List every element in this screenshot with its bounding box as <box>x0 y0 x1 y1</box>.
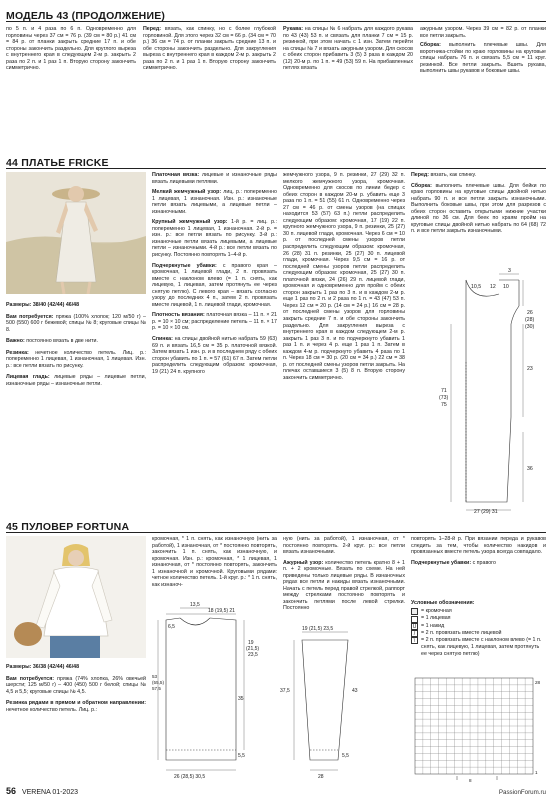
s45-lace-text: количество петель кратно 8 + 1 п. + 2 кромочные. Вязать по схеме. На ней приведены только лицевые ряды. В изнаночных рядах все петли и накиды вязать изнаночными. Начать с петель перед правой стрелкой, раппорт между стрелками постоянно повторять и закончить петлями после левой стрелки. Постоянно <box>283 559 405 612</box>
legend-item: = 1 лицевая <box>411 615 546 622</box>
s43-col2 <box>143 26 276 72</box>
dress-label-36: 36 <box>527 466 533 472</box>
s45-materials-text: пряжа (74% хлопка, 26% овечьей шерсти; 125 м/50 г) – 400 (450) 500 г белой; спицы № 4,5 и 5,5; круговые спицы № 4,5. <box>6 675 146 695</box>
sleeve-label-top: 19 (21,5) 23,5 <box>302 626 334 632</box>
dress-label-23: 23 <box>527 366 533 372</box>
site-watermark: PassionForum.ru <box>498 789 546 796</box>
s44-important-label: Важно: <box>6 338 25 345</box>
pullover-label-57-5: 57,5 <box>152 686 161 691</box>
s44-important-text: постоянно вязать в две нити. <box>24 338 98 345</box>
k2tog-symbol-icon: / <box>411 630 418 637</box>
legend-item: U = 1 накид <box>412 622 445 630</box>
legend-item: = кромочная <box>411 608 546 615</box>
dress-label-71: 71 <box>441 388 447 394</box>
pullover-photo <box>6 536 146 658</box>
s43-front-label: Перед: <box>143 26 162 32</box>
chart-row-1: 1 <box>535 770 538 775</box>
s45-col1 <box>6 664 146 713</box>
pullover-label-23-5: 23,5 <box>248 652 258 658</box>
s43-col1 <box>6 26 136 72</box>
pullover-label-19: 19 <box>248 640 254 646</box>
s45-rib-cont: кромочная, * 1 п. снять, как изнаночную (нить за работой), 1 изнаночная, от * постоянно повторять, закончить 1 п. снять, как изнаночную, и кромочная. Изн. р.: кромочная, * 1 лицевая, 1 изнаночная, от * постоянно повторять, закончить 1 изнаночной и кромочной. Круговыми рядами: четное количество петель. 1-й круг. р.: * 1 п. снять, как изнаноч- <box>152 536 277 588</box>
s44-back-cont: жемчужного узора, 9 п. резинки, 27 (29) 32 п. мелкого жемчужного узора, кромочная. Одновременно для скосов по линии бедер с обеих сторон в каждом 20-м р. убавить еще 3 раза по 1 п. = 51 (55) 61 п. Одновременно через 27 см = 46 р. от смены узоров (на спицах находится 53 (57) 63 п.) петли распределить следующим образом: кромочная, 17 (19) 22 п. крупного жемчужного узора, 9 п. резинки, 25 (27) 30 п. лицевой глади, кромочная. Через 6 см = 10 р. от последней смены узоров петли распределить следующим образом: кромочная, 26 (28) 31 п. резинки, 25 (27) 30 п. лицевой глади, кромочная. Через 9,5 см = 16 р. от последней смены узоров петли распределить следующим образом: кромочная, 25 (27) 30 п. платочной вязки, 24 (26) 29 п. лицевой глади, кромочная и одновременно для пройм с обеих сторон закрыть 1 раз по 3 п. и в каждом 2-м р. еще 1 раз по 2 п. и 2 раза по 1 п. = 43 (47) 53 п. Через 12 см = 20 р. (14 см = 24 р.) 16 см = 28 р. от последней смены узоров для горловины закрыть средние 7 п. и обе стороны закончить раздельно. Для закругления выреза с внутреннего края в каждом следующем 2-м р. закрыть 1 раз 3 п. и по подчеркнуто убавить 1 раз 1 п. и через 4 р. еще 1 раз 1 п. Затем в каждом 4-м р. подчеркнуто убавить 4 раза по 1 п. Через 18 см = 30 р. (20 см = 34 р.) 22 см = 38 р. от последней смены узоров петли закрыть. На плечах оставшиеся 3 (5) 8 п. Вторую сторону закончить симметрично. <box>283 172 405 381</box>
s43-sleeves-text: на спицы № 6 набрать для каждого рукава по 43 (43) 53 п. и связать для планки 7 см = 15 р. резинкой, при этом начать с 1 изн. Затем перейти на спицы № 7 и вязать ажурным узором. Для скосов с обеих сторон прибавить 3 (5) 3 раза в каждом 20 (12) 20-м р. по 1 п. = 49 (53) 59 п. На прибавленных петлях вязать <box>283 26 413 72</box>
pullover-label-neck: 13,5 <box>190 602 200 608</box>
s45-rib-label: Резинка рядами в прямом и обратном направлении: <box>6 700 146 707</box>
s44-moss-label: Крупный жемчужный узор: <box>152 219 228 226</box>
yarn-over-symbol-icon: U <box>412 623 417 630</box>
pullover-label-rib: 5,5 <box>238 753 245 759</box>
s44-stst-text: лицевые ряды – лицевые петли, изнаночные ряды – изнаночные петли. <box>6 374 147 387</box>
pullover-label-21-5: (21,5) <box>246 646 260 652</box>
dress-label-width: 27 (29) 31 <box>474 509 498 514</box>
dress-label-30: (30) <box>525 324 535 330</box>
s45-materials-label: Вам потребуется: <box>6 675 55 682</box>
pullover-label-55-5: (55,5) <box>152 680 165 685</box>
s43-back-text: по 5 п. и 4 раза по 6 п. Одновременно для горловины через 37 см = 76 р. (39 см = 80 р.) 41 см = 84 р. от планки закрыть средние 17 п. и обе стороны закончить раздельно. Для круглого выреза с внутреннего края в следующем 2-м р. закрыть 2 раза по 2 п. и 1 раз 1 п. Вторую сторону закончить симметрично. <box>6 26 136 72</box>
s45-col4 <box>411 536 546 566</box>
s43-sleeves-label: Рукава: <box>283 26 303 32</box>
s44-gauge-text: платочная вязка – 11 п. × 21 р. = 10 × 10 см; распределение петель – 11 п. × 17 р. = 10 × 10 см. <box>152 312 277 332</box>
s45-rib-round: ную (нить за работой), 1 изнаночная, от * постоянно повторять. 2-й круг. р.: все петли вязать изнаночными. <box>283 536 405 556</box>
legend-item: / = 2 п. провязать вместе лицевой <box>411 630 546 637</box>
dress-label-3: 3 <box>508 268 511 274</box>
s45-col2 <box>152 536 277 588</box>
chart-row-28: 28 <box>535 680 541 685</box>
legend-title: Условные обозначения: <box>411 600 475 606</box>
s44-sizes: Размеры: 38/40 (42/44) 46/48 <box>6 302 80 308</box>
s44-gauge-label: Плотность вязания: <box>152 312 205 319</box>
page-number: 56 <box>6 786 17 796</box>
s44-assembly-label: Сборка: <box>411 182 432 189</box>
pullover-label-35: 35 <box>238 696 244 702</box>
section-header-43 <box>6 6 546 22</box>
sleeve-label-rib: 5,5 <box>342 753 349 759</box>
dress-photo <box>6 172 146 294</box>
magazine-name: VERENA 01-2023 <box>21 789 79 796</box>
dress-label-28: (28) <box>525 317 535 323</box>
s44-front-text: вязать, как спинку. <box>429 172 477 178</box>
sleeve-label-37-5: 37,5 <box>280 688 290 694</box>
legend-item: \ = 2 п. провязать вместе с наклоном влево (= 1 п. снять, как лицевую, 1 лицевая, затем протянуть ее через снятую петлю) <box>411 637 546 659</box>
dress-label-12: 12 <box>490 284 496 290</box>
page-footer <box>6 786 78 796</box>
s44-dec-label: Подчеркнутые убавки: <box>152 262 217 269</box>
sleeve-label-43: 43 <box>352 688 358 694</box>
s44-garter-label: Платочная вязка: <box>152 172 200 178</box>
s44-stst-label: Лицевая гладь: <box>6 374 50 381</box>
dress-label-73: (73) <box>439 395 449 401</box>
s44-materials-label: Вам потребуется: <box>6 313 54 320</box>
pullover-label-width: 26 (28,5) 30,5 <box>174 774 206 780</box>
pullover-label-shoulder: 18 (19,5) 21 <box>208 608 235 614</box>
lace-chart <box>411 676 546 784</box>
section-header-44 <box>6 153 546 169</box>
dress-label-10-5: 10,5 <box>471 284 482 290</box>
pullover-label-53: 53 <box>152 674 158 679</box>
section-title: 44 ПЛАТЬЕ FRICKE <box>6 157 109 169</box>
s44-back-text: на спицы двойной нитью набрать 59 (63) 69 п. и вязать 16,5 см = 35 р. платочной вязкой. Затем вязать 1 изн. р. и в последнем ряду с обеих сторон убавить по 1 п. = 57 (61) 67 п. Затем петли распределить следующим образом: кромочная, 19 (21) 24 п. крупного <box>152 336 277 375</box>
section-header-45 <box>6 517 546 533</box>
pullover-schematic <box>152 600 405 780</box>
s43-col4a: ажурным узором. Через 39 см = 82 р. от планки все петли закрыть. <box>420 26 546 39</box>
s44-dec-text: с правого края – кромочная, 1 лицевой глади, 2 п. провязать вместе с наклоном влево (= 1 п. снять, как лицевую, 1 лицевая, затем протянуть ее через снятую петлю). С левого края – вязать согласно узору до последних 4 п., затем 2 п. провязать вместе лицевой, 1 п. лицевой глади, кромочная. <box>152 262 277 308</box>
s44-col3 <box>283 172 405 382</box>
s45-rib-text: нечетное количество петель. Лиц. р.: <box>6 706 98 713</box>
s44-rib-label: Резинка: <box>6 349 29 356</box>
s44-col2 <box>152 172 277 375</box>
section-title: 45 ПУЛОВЕР FORTUNA <box>6 521 130 533</box>
s43-assembly-label: Сборка: <box>420 42 441 49</box>
ssk-symbol-icon: \ <box>411 637 418 644</box>
chart-repeat-8: 8 <box>469 778 472 783</box>
s44-seed-label: Мелкий жемчужный узор: <box>152 189 222 196</box>
s45-lace-label: Ажурный узор: <box>283 559 324 566</box>
sleeve-label-28: 28 <box>318 774 324 780</box>
dress-schematic <box>411 262 546 514</box>
selvage-symbol-icon <box>411 608 418 615</box>
dress-label-10: 10 <box>503 284 509 290</box>
s43-front-text: вязать, как спинку, но с более глубокой горловиной. Для этого через 32 см = 66 р. (34 см = 70 р.) 36 см = 74 р. от планки закрыть средние 13 п. и обе стороны закончить раздельно. Для закругления выреза с внутреннего края в каждом 2-м р. закрыть 2 раза по 2 п. и 1 раз 1 п. Вторую сторону закончить симметрично. <box>143 26 276 72</box>
s44-moss-text: 1-й р. = лиц. р.: попеременно 1 лицевая, 1 изнаночная. 2-й р. = изн. р.: все петли вязать по рисунку. 3-й р.: изнаночные петли вязать лицевыми, а лицевые петли – изнаночными. 4-й р.: все петли вязать по рисунку. Постоянно повторять 1–4-й р. <box>152 219 277 259</box>
s43-col4 <box>420 26 546 75</box>
s43-col3 <box>283 26 413 72</box>
s43-assembly-text: выполнить плечевые швы. Для воротника-стойки по краю горловины на круговые спицы набрать 76 п. и связать 5,5 см = 11 круг. резинкой. Все петли закрыть. Вшить рукава, выполнить швы рукавов и боковые швы. <box>420 42 546 75</box>
s44-garter-text: лицевые и изнаночные ряды вязать лицевыми петлями. <box>152 172 277 185</box>
s44-rib-text: нечетное количество петель. Лиц. р.: попеременно 1 лицевая, 1 изнаночная, 1 лицевая. Изн. р.: все петли вязать по рисунку. <box>6 349 146 369</box>
s44-front-label: Перед: <box>411 172 430 178</box>
s44-assembly-text: выполнить плечевые швы. Для бейки по краю горловины на круговые спицы двойной нитью набрать 90 п. и все петли закрыть изнаночными. Выполнить боковые швы, при этом для разрезов с обеих сторон оставить открытыми нижние участки длиной по 36 см. Для беек по краям пройм на круговые спицы двойной нитью набрать по 64 (68) 72 п. и все петли закрыть изнаночными. <box>411 182 546 235</box>
section-title: МОДЕЛЬ 43 (ПРОДОЛЖЕНИЕ) <box>6 10 166 22</box>
s44-col4 <box>411 172 546 235</box>
s45-dec-text: с правого <box>471 559 496 566</box>
s44-seed-text: лиц. р.: попеременно 1 лицевая, 1 изнаночная. Изн. р.: изнаночные петли вязать лицевыми, а лицевые петли – изнаночными. <box>152 189 277 215</box>
s44-materials-text: пряжа (100% хлопок; 120 м/50 г) – 500 (550) 600 г бежевой; спицы № 8; круговые спицы № 8. <box>6 313 146 333</box>
s44-col1 <box>6 302 146 387</box>
dress-label-75: 75 <box>441 402 447 408</box>
knit-symbol-icon <box>411 616 418 623</box>
s45-dec-label: Подчеркнутые убавки: <box>411 559 472 566</box>
s45-lace-cont: повторять 1–28-й р. При вязании переда и рукавов следить за тем, чтобы количество накидов и провязанных вместе петель узора всегда совпадало. <box>411 536 546 556</box>
dress-label-26: 26 <box>527 310 533 316</box>
chart-legend <box>411 600 546 659</box>
pullover-label-neckdepth: 6,5 <box>168 624 175 630</box>
s44-back-label: Спинка: <box>152 336 173 343</box>
s45-sizes: Размеры: 36/38 (42/44) 46/48 <box>6 664 80 670</box>
